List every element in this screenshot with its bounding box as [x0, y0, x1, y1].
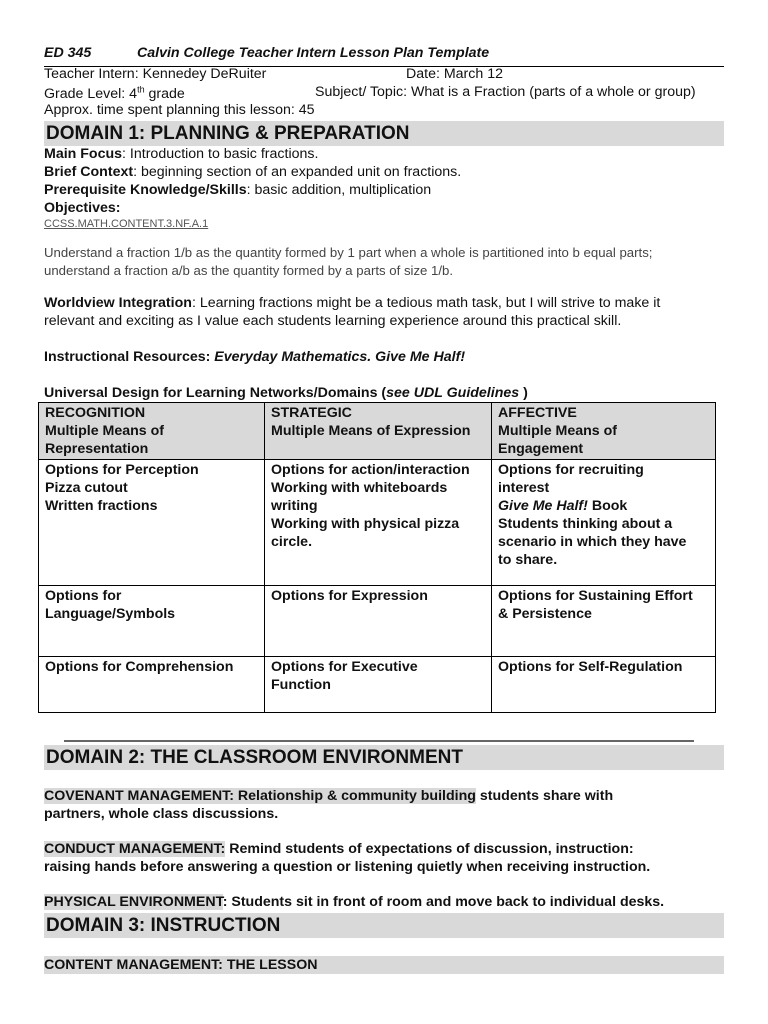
- physical-environment: PHYSICAL ENVIRONMENT: Students sit in front of room and move back to individual desks.: [44, 894, 665, 910]
- prerequisite-skills: Prerequisite Knowledge/Skills: basic addition, multiplication: [44, 182, 432, 198]
- grade-level: Grade Level: 4th grade: [44, 84, 185, 102]
- course-code: ED 345: [44, 45, 92, 61]
- worldview-integration: Worldview Integration: Learning fractions might be a tedious math task, but I will strive to make it: [44, 295, 661, 311]
- meta-row-intern: [44, 66, 724, 82]
- standard-text-line1: Understand a fraction 1/b as the quantity formed by 1 part when a whole is partitioned into b equal parts;: [44, 245, 653, 260]
- covenant-management-line2: partners, whole class discussions.: [44, 806, 279, 822]
- udl-table: [38, 402, 716, 713]
- planning-time: Approx. time spent planning this lesson: 45: [44, 102, 315, 118]
- domain3-heading: DOMAIN 3: INSTRUCTION: [44, 913, 724, 938]
- table-row: [39, 460, 716, 586]
- objectives-label: Objectives:: [44, 200, 121, 216]
- document-header: [44, 45, 724, 61]
- cell-language-symbols: Options for Language/Symbols: [39, 586, 265, 657]
- conduct-management: CONDUCT MANAGEMENT: Remind students of expectations of discussion, instruction:: [44, 841, 634, 857]
- domain1-heading: DOMAIN 1: PLANNING & PREPARATION: [44, 121, 724, 146]
- section-divider: [64, 740, 694, 742]
- udl-title: Universal Design for Learning Networks/Domains (see UDL Guidelines ): [44, 385, 528, 401]
- teacher-intern: Teacher Intern: Kennedey DeRuiter: [44, 66, 267, 82]
- main-focus: Main Focus: Introduction to basic fractions.: [44, 146, 319, 162]
- cell-perception: Options for Perception Pizza cutout Written fractions: [39, 460, 265, 586]
- cell-action-interaction: Options for action/interaction Working with whiteboards writing Working with physical pizza circle.: [265, 460, 492, 586]
- udl-guidelines-link[interactable]: see UDL Guidelines: [386, 385, 520, 401]
- header-affective: AFFECTIVE Multiple Means of Engagement: [492, 403, 716, 460]
- domain2-heading: DOMAIN 2: THE CLASSROOM ENVIRONMENT: [44, 745, 724, 770]
- subject-topic: Subject/ Topic: What is a Fraction (parts of a whole or group): [315, 84, 696, 100]
- worldview-integration-line2: relevant and exciting as I value each students learning experience around this practical skill.: [44, 313, 622, 329]
- lesson-date: Date: March 12: [406, 66, 503, 82]
- document-title: Calvin College Teacher Intern Lesson Plan Template: [137, 45, 490, 61]
- table-row: [39, 586, 716, 657]
- header-recognition: RECOGNITION Multiple Means of Representation: [39, 403, 265, 460]
- cell-self-regulation: Options for Self-Regulation: [492, 657, 716, 713]
- standard-text-line2: understand a fraction a/b as the quantity formed by a parts of size 1/b.: [44, 263, 454, 278]
- brief-context: Brief Context: beginning section of an expanded unit on fractions.: [44, 164, 462, 180]
- instructional-resources: Instructional Resources: Everyday Mathematics. Give Me Half!: [44, 349, 466, 365]
- udl-header-row: [39, 403, 716, 460]
- cell-comprehension: Options for Comprehension: [39, 657, 265, 713]
- cell-executive-function: Options for Executive Function: [265, 657, 492, 713]
- header-strategic: STRATEGIC Multiple Means of Expression: [265, 403, 492, 460]
- conduct-management-line2: raising hands before answering a question or listening quietly when receiving instruction.: [44, 859, 651, 875]
- content-management: CONTENT MANAGEMENT: THE LESSON: [44, 956, 724, 974]
- cell-recruiting-interest: Options for recruiting interest Give Me Half! Book Students thinking about a scenario in which they have to share.: [492, 460, 716, 586]
- cell-expression: Options for Expression: [265, 586, 492, 657]
- covenant-management: COVENANT MANAGEMENT: Relationship & community building students share with: [44, 788, 614, 804]
- meta-row-grade: [44, 84, 724, 102]
- standard-link[interactable]: CCSS.MATH.CONTENT.3.NF.A.1: [44, 218, 209, 230]
- cell-sustaining-effort: Options for Sustaining Effort & Persistence: [492, 586, 716, 657]
- table-row: [39, 657, 716, 713]
